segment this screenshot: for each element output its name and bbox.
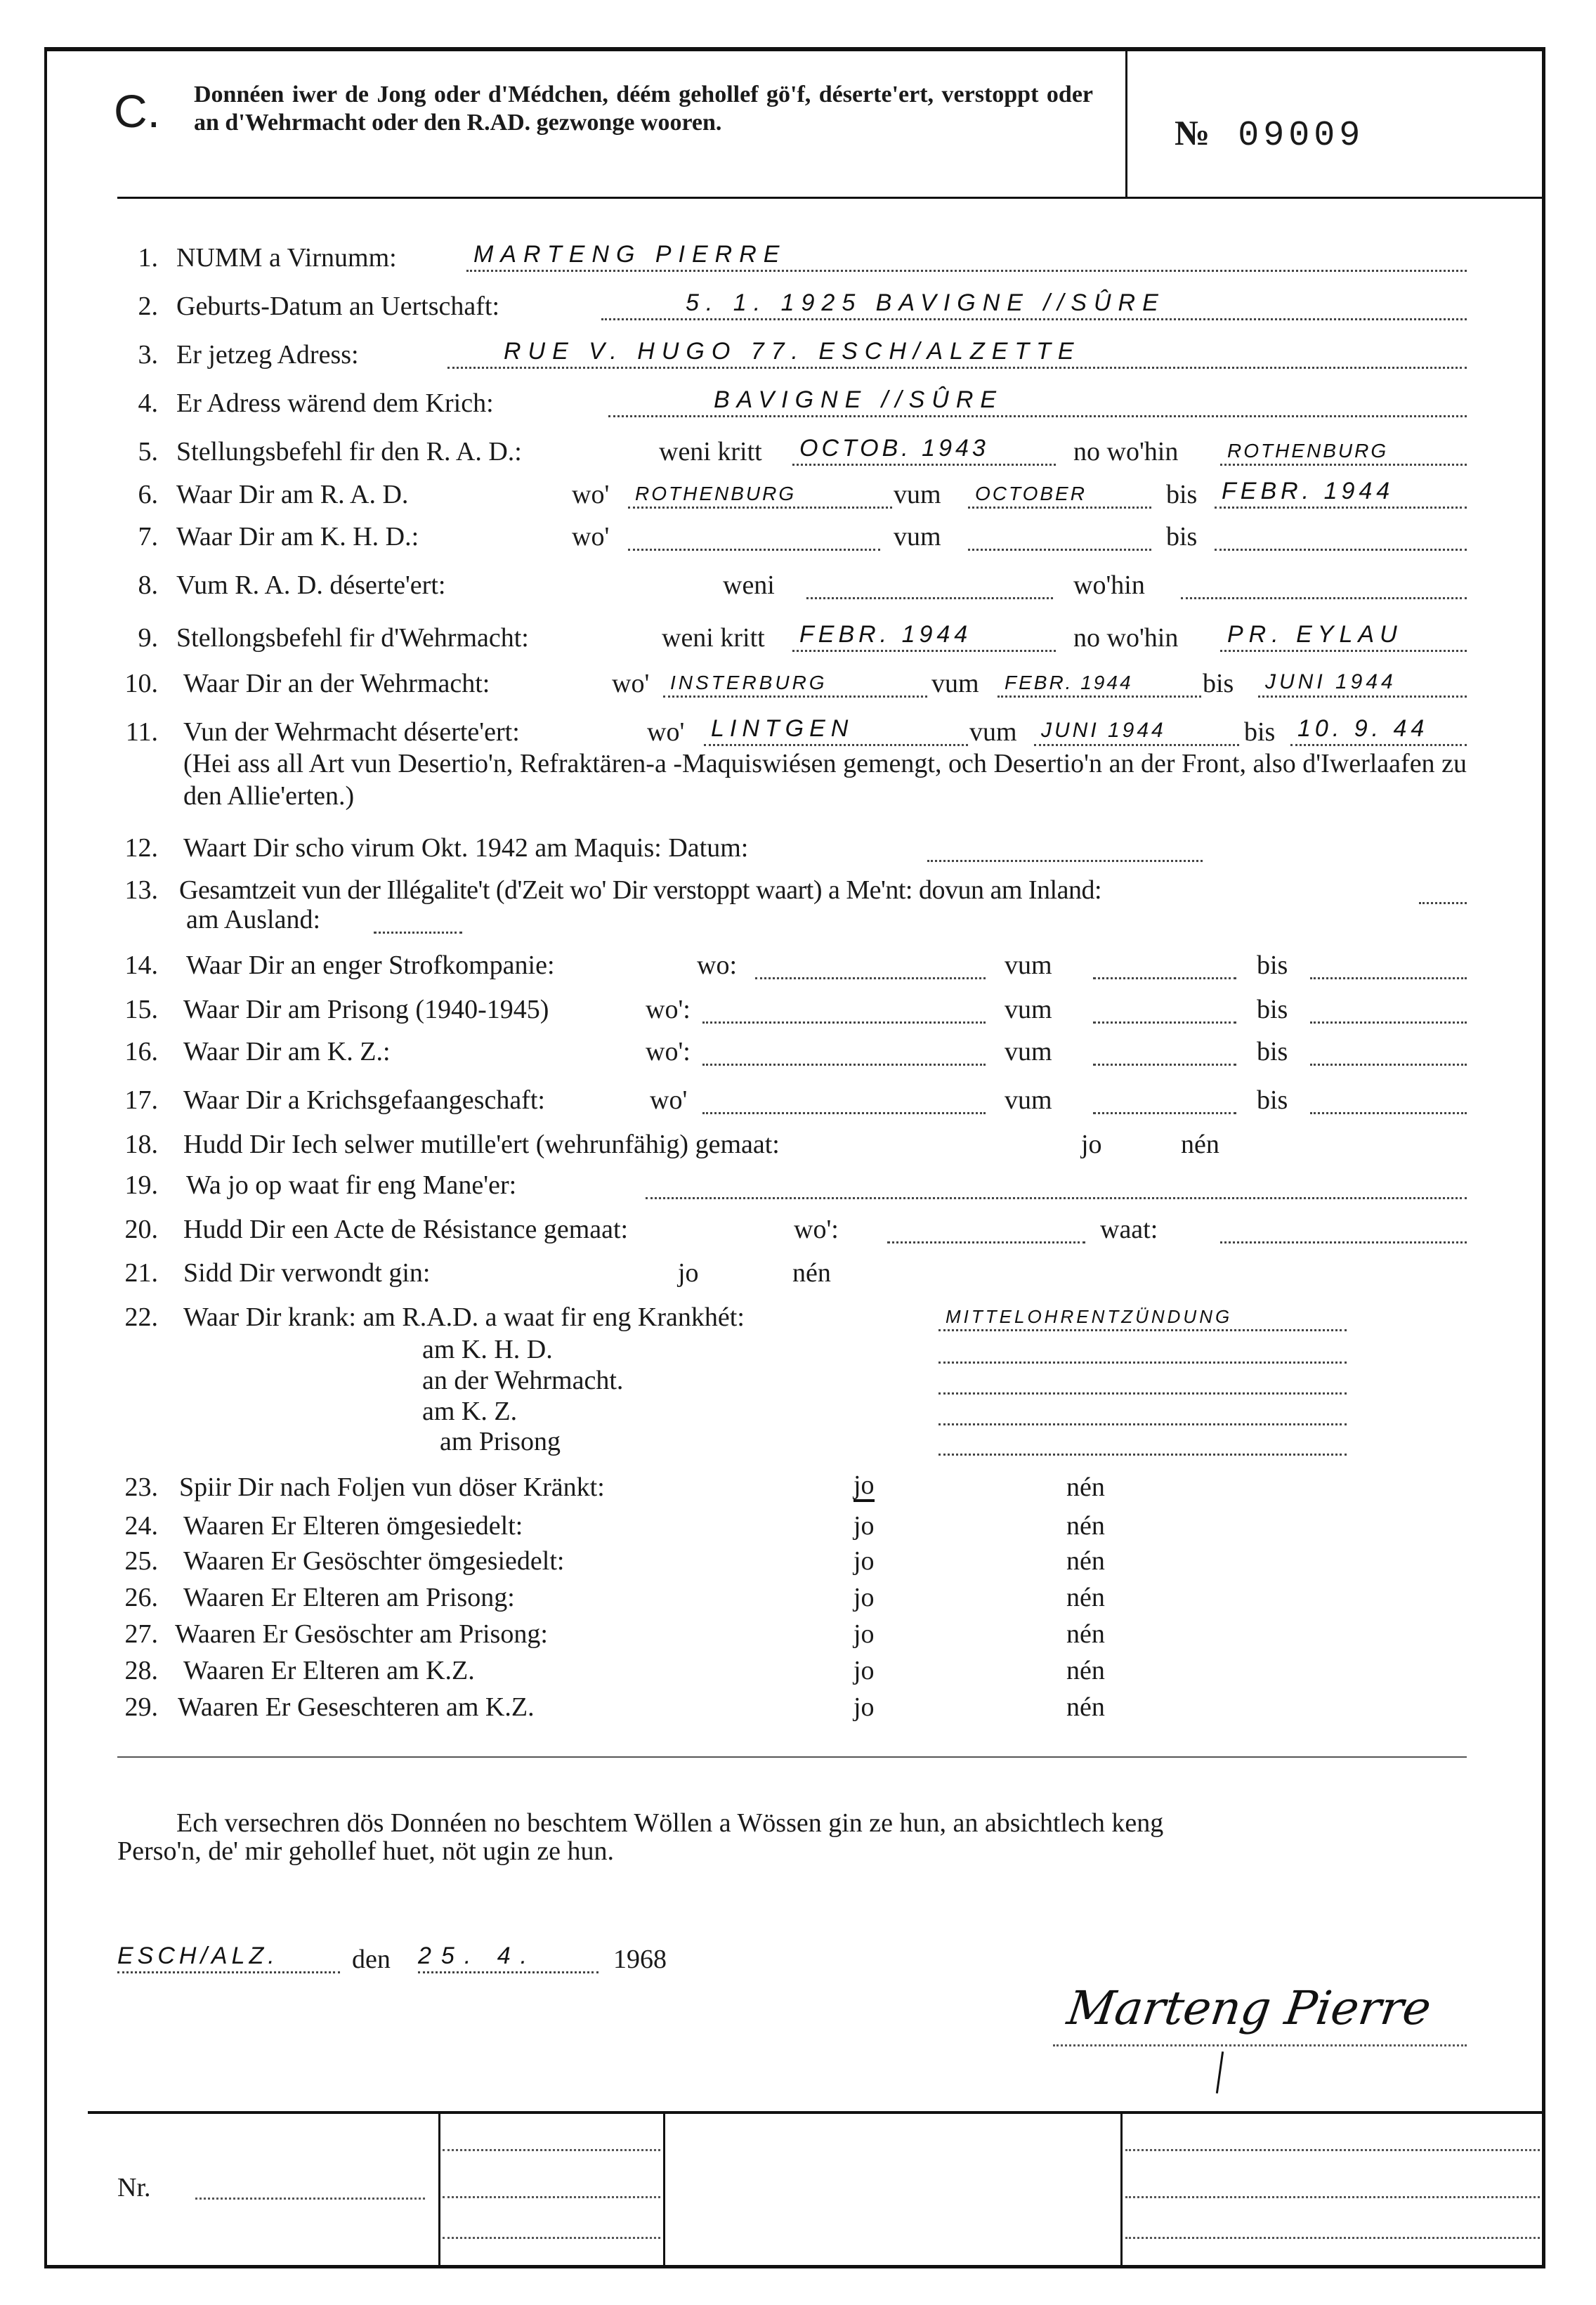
when-field[interactable] bbox=[806, 569, 1053, 599]
nr-field[interactable] bbox=[195, 2198, 425, 2200]
row-label: Waar Dir an enger Strofkompanie: bbox=[186, 951, 555, 980]
row-27 bbox=[0, 1618, 1596, 1650]
form-title: Donnéen iwer de Jong oder d'Médchen, déém gehollef gö'f, déserte'ert, verstoppt oder an d'Wehrmacht oder den R.AD. gezwonge wooren. bbox=[194, 81, 1093, 136]
row-label: Waar Dir am K. Z.: bbox=[183, 1037, 391, 1066]
row-label: Spiir Dir nach Foljen vun döser Kränkt: bbox=[179, 1473, 605, 1502]
footer-col-divider-3 bbox=[1120, 2113, 1123, 2266]
row-13-abroad bbox=[0, 903, 1596, 936]
nr-label: Nr. bbox=[117, 2173, 151, 2202]
row-number: 20. bbox=[124, 1215, 158, 1244]
row-number: 15. bbox=[124, 995, 158, 1024]
row-15 bbox=[0, 993, 1596, 1026]
row-24 bbox=[0, 1510, 1596, 1542]
row-number: 28. bbox=[124, 1656, 158, 1685]
signature-line bbox=[1053, 2044, 1467, 2046]
to-label: bis bbox=[1257, 1085, 1288, 1115]
row-28 bbox=[0, 1654, 1596, 1687]
where-label: wo': bbox=[646, 995, 691, 1024]
form-number bbox=[1175, 112, 1364, 156]
footer-col-divider-2 bbox=[663, 2113, 665, 2266]
row-number: 5. bbox=[138, 437, 158, 466]
address-field[interactable]: RUE V. HUGO 77. ESCH/ALZETTE bbox=[447, 339, 1467, 369]
row-label: Waaren Er Geseschteren am K.Z. bbox=[178, 1692, 535, 1722]
footer-cell-line[interactable] bbox=[1125, 2149, 1540, 2151]
what-label: waat: bbox=[1100, 1215, 1158, 1244]
row-9 bbox=[0, 622, 1596, 654]
no-option[interactable]: nén bbox=[1066, 1692, 1105, 1722]
no-option[interactable]: nén bbox=[1181, 1130, 1219, 1159]
section-separator bbox=[117, 1756, 1467, 1758]
where-field[interactable]: LINTGEN bbox=[704, 716, 968, 746]
what-field[interactable] bbox=[1220, 1213, 1467, 1243]
row-label: Sidd Dir verwondt gin: bbox=[183, 1258, 431, 1288]
when-field[interactable]: FEBR. 1944 bbox=[792, 622, 1056, 652]
to-field[interactable] bbox=[1310, 993, 1467, 1024]
no-option[interactable]: nén bbox=[1066, 1583, 1105, 1612]
no-option[interactable]: nén bbox=[1066, 1511, 1105, 1541]
header-vertical-divider bbox=[1125, 49, 1127, 198]
row-22-prison bbox=[0, 1425, 1596, 1458]
row-number: 22. bbox=[124, 1302, 158, 1332]
to-field[interactable]: JUNI 1944 bbox=[1258, 667, 1467, 698]
yes-option[interactable]: jo bbox=[853, 1583, 875, 1612]
row-label: Waar Dir am K. H. D.: bbox=[176, 522, 419, 551]
yes-option[interactable]: jo bbox=[853, 1546, 875, 1576]
row-number: 17. bbox=[124, 1085, 158, 1115]
section-letter: C. bbox=[114, 85, 160, 137]
when-field[interactable]: OCTOB. 1943 bbox=[792, 436, 1056, 466]
row-number: 23. bbox=[124, 1473, 158, 1502]
row-23 bbox=[0, 1471, 1596, 1503]
frame-top bbox=[44, 47, 1545, 51]
den-label: den bbox=[352, 1945, 391, 1974]
row-label: Waar Dir am R. A. D. bbox=[176, 480, 409, 509]
year-label: 1968 bbox=[613, 1945, 667, 1974]
where-label: wo' bbox=[650, 1085, 688, 1115]
footer-table-top bbox=[88, 2111, 1542, 2114]
footer-col-divider-1 bbox=[438, 2113, 440, 2266]
where-field[interactable] bbox=[702, 993, 986, 1024]
from-field[interactable] bbox=[1093, 1036, 1236, 1066]
row-22-wehrmacht bbox=[0, 1364, 1596, 1397]
where-label: wo: bbox=[697, 951, 737, 980]
row-number: 21. bbox=[124, 1258, 158, 1288]
row-label: Hudd Dir een Acte de Résistance gemaat: bbox=[183, 1215, 629, 1244]
illness-kz-field[interactable] bbox=[938, 1395, 1347, 1425]
where-label: wo' bbox=[572, 480, 610, 509]
row-26 bbox=[0, 1581, 1596, 1614]
to-field[interactable]: 10. 9. 44 bbox=[1290, 716, 1467, 746]
row-16 bbox=[0, 1036, 1596, 1068]
to-field[interactable] bbox=[1215, 521, 1467, 551]
row-label: Stellongsbefehl fir d'Wehrmacht: bbox=[176, 623, 529, 653]
sub-label: am Prisong bbox=[440, 1427, 561, 1456]
row-number: 14. bbox=[124, 951, 158, 980]
row-label: Waar Dir am Prisong (1940-1945) bbox=[183, 995, 549, 1024]
yes-option[interactable]: jo bbox=[853, 1692, 875, 1722]
illness-khd-field[interactable] bbox=[938, 1333, 1347, 1364]
footer-cell-line[interactable] bbox=[443, 2149, 660, 2151]
from-label: vum bbox=[1005, 1037, 1052, 1066]
row-label: Waart Dir scho virum Okt. 1942 am Maquis: Datum: bbox=[183, 833, 749, 863]
from-label: vum bbox=[1005, 1085, 1052, 1115]
where-label: wo': bbox=[794, 1215, 839, 1244]
from-field[interactable] bbox=[1093, 1084, 1236, 1114]
row-25 bbox=[0, 1545, 1596, 1577]
row-6 bbox=[0, 478, 1596, 511]
row-number: 11. bbox=[125, 717, 158, 747]
row-label: Er jetzeg Adress: bbox=[176, 340, 359, 370]
row-number: 6. bbox=[138, 480, 158, 509]
to-label: bis bbox=[1257, 951, 1288, 980]
from-field[interactable]: FEBR. 1944 bbox=[998, 667, 1201, 698]
yes-option[interactable]: jo bbox=[1081, 1130, 1102, 1159]
row-number: 25. bbox=[124, 1546, 158, 1576]
row-label: Waar Dir an der Wehrmacht: bbox=[183, 669, 490, 698]
where-field[interactable] bbox=[755, 949, 986, 979]
to-field[interactable] bbox=[1310, 949, 1467, 979]
sub-label: am K. Z. bbox=[422, 1397, 518, 1426]
number-value: 09009 bbox=[1238, 116, 1365, 156]
where-field[interactable] bbox=[702, 1084, 986, 1114]
row-3 bbox=[0, 339, 1596, 371]
row-label: Stellungsbefehl fir den R. A. D.: bbox=[176, 437, 522, 466]
row-number: 4. bbox=[138, 388, 158, 418]
manner-field[interactable] bbox=[646, 1169, 1467, 1199]
row-label: Wa jo op waat fir eng Mane'er: bbox=[186, 1170, 517, 1200]
where-field[interactable]: ROTHENBURG bbox=[1220, 436, 1467, 466]
inland-field[interactable] bbox=[1419, 874, 1467, 904]
where-field[interactable]: INSTERBURG bbox=[663, 667, 927, 698]
row-label: Geburts-Datum an Uertschaft: bbox=[176, 292, 500, 321]
footer-cell-line[interactable] bbox=[443, 2196, 660, 2198]
row-label: Waaren Er Elteren ömgesiedelt: bbox=[183, 1511, 523, 1541]
row-20 bbox=[0, 1213, 1596, 1246]
sub-label: am K. H. D. bbox=[422, 1335, 553, 1364]
war-address-field[interactable]: BAVIGNE //SÛRE bbox=[608, 387, 1467, 417]
row-21 bbox=[0, 1257, 1596, 1289]
row-label: Waaren Er Gesöschter ömgesiedelt: bbox=[183, 1546, 565, 1576]
row-label: Vum R. A. D. déserte'ert: bbox=[176, 570, 446, 600]
header-divider bbox=[117, 197, 1543, 199]
yes-option[interactable]: jo bbox=[853, 1656, 875, 1685]
sub-label: an der Wehrmacht. bbox=[422, 1366, 624, 1395]
to-field[interactable]: FEBR. 1944 bbox=[1215, 478, 1467, 509]
row-22-khd bbox=[0, 1333, 1596, 1366]
row-1 bbox=[0, 242, 1596, 274]
from-label: vum bbox=[894, 480, 941, 509]
row-19 bbox=[0, 1169, 1596, 1201]
row-number: 10. bbox=[124, 669, 158, 698]
yes-option[interactable]: jo bbox=[853, 1619, 875, 1649]
row-label: Waaren Er Gesöschter am Prisong: bbox=[175, 1619, 548, 1649]
from-label: vum bbox=[1005, 995, 1052, 1024]
number-symbol: № bbox=[1175, 113, 1210, 152]
no-option[interactable]: nén bbox=[1066, 1546, 1105, 1576]
place-date-line bbox=[0, 1943, 1596, 1976]
illness-wehrmacht-field[interactable] bbox=[938, 1364, 1347, 1395]
row-label: Hudd Dir Iech selwer mutille'ert (wehrunfähig) gemaat: bbox=[183, 1130, 780, 1159]
signature-tail bbox=[1216, 2051, 1224, 2094]
row-number: 19. bbox=[124, 1170, 158, 1200]
to-label: bis bbox=[1166, 522, 1198, 551]
row-label: Er Adress wärend dem Krich: bbox=[176, 388, 494, 418]
declaration-line-2: Perso'n, de' mir gehollef huet, nöt ugin ze hun. bbox=[117, 1836, 615, 1866]
row-number: 26. bbox=[124, 1583, 158, 1612]
illness-prison-field[interactable] bbox=[938, 1425, 1347, 1456]
place-field[interactable]: ESCH/ALZ. bbox=[117, 1943, 340, 1973]
date-field[interactable]: 25. 4. bbox=[418, 1943, 598, 1973]
row-number: 12. bbox=[124, 833, 158, 863]
row-11 bbox=[0, 716, 1596, 748]
row-12 bbox=[0, 832, 1596, 864]
yes-option[interactable]: jo bbox=[678, 1258, 699, 1288]
where-field[interactable] bbox=[887, 1213, 1085, 1243]
maquis-date-field[interactable] bbox=[927, 832, 1203, 862]
row-2 bbox=[0, 290, 1596, 322]
row-13 bbox=[0, 874, 1596, 906]
desertion-note: (Hei ass all Art vun Desertio'n, Refraktären-a -Maquiswiésen gemengt, och Desertio'n an der Front, also d'Iwerlaafen zu den Allie'erten.) bbox=[183, 749, 1467, 811]
footer-cell-line[interactable] bbox=[1125, 2237, 1540, 2239]
from-field[interactable]: OCTOBER bbox=[968, 478, 1151, 509]
row-22 bbox=[0, 1301, 1596, 1333]
from-label: vum bbox=[931, 669, 979, 698]
to-label: bis bbox=[1203, 669, 1234, 698]
row-number: 18. bbox=[124, 1130, 158, 1159]
abroad-field[interactable] bbox=[374, 903, 462, 934]
where-label: wo' bbox=[647, 717, 685, 747]
row-label: Waaren Er Elteren am Prisong: bbox=[183, 1583, 515, 1612]
row-number: 13. bbox=[124, 875, 158, 905]
row-number: 9. bbox=[138, 623, 158, 653]
row-18 bbox=[0, 1128, 1596, 1161]
to-field[interactable] bbox=[1310, 1036, 1467, 1066]
row-number: 7. bbox=[138, 522, 158, 551]
to-label: bis bbox=[1257, 995, 1288, 1024]
where-label: no wo'hin bbox=[1073, 437, 1179, 466]
to-label: bis bbox=[1257, 1037, 1288, 1066]
no-option[interactable]: nén bbox=[792, 1258, 831, 1288]
from-field[interactable]: JUNI 1944 bbox=[1034, 716, 1239, 746]
row-17 bbox=[0, 1084, 1596, 1116]
where-field[interactable]: PR. EYLAU bbox=[1220, 622, 1467, 652]
when-label: weni bbox=[723, 570, 775, 600]
where-field[interactable]: ROTHENBURG bbox=[628, 478, 892, 509]
frame-bottom bbox=[44, 2265, 1545, 2268]
row-5 bbox=[0, 436, 1596, 468]
row-29 bbox=[0, 1691, 1596, 1723]
where-field[interactable] bbox=[628, 521, 880, 551]
row-number: 1. bbox=[138, 243, 158, 273]
where-label: wo': bbox=[646, 1037, 691, 1066]
row-8 bbox=[0, 569, 1596, 601]
row-22-kz bbox=[0, 1395, 1596, 1428]
no-option[interactable]: nén bbox=[1066, 1656, 1105, 1685]
where-field[interactable] bbox=[702, 1036, 986, 1066]
name-field[interactable]: MARTENG PIERRE bbox=[466, 242, 1467, 272]
from-label: vum bbox=[1005, 951, 1052, 980]
from-label: vum bbox=[969, 717, 1017, 747]
to-label: bis bbox=[1244, 717, 1276, 747]
declaration-line-1: Ech versechren dös Donnéen no beschtem Wöllen a Wössen gin ze hun, an absichtlech keng bbox=[176, 1808, 1164, 1838]
row-number: 29. bbox=[124, 1692, 158, 1722]
where-label: wo'hin bbox=[1073, 570, 1145, 600]
birth-field[interactable]: 5. 1. 1925 BAVIGNE //SÛRE bbox=[601, 290, 1467, 320]
row-number: 2. bbox=[138, 292, 158, 321]
signature: Marteng Pierre bbox=[1064, 1981, 1434, 2035]
row-number: 16. bbox=[124, 1037, 158, 1066]
footer-cell-line[interactable] bbox=[443, 2237, 660, 2239]
yes-option[interactable]: jo bbox=[853, 1511, 875, 1541]
row-number: 27. bbox=[124, 1619, 158, 1649]
from-field[interactable] bbox=[968, 521, 1151, 551]
row-7 bbox=[0, 521, 1596, 553]
row-label: Waar Dir a Krichsgefaangeschaft: bbox=[183, 1085, 545, 1115]
to-field[interactable] bbox=[1310, 1084, 1467, 1114]
row-number: 24. bbox=[124, 1511, 158, 1541]
where-label: wo' bbox=[572, 522, 610, 551]
row-label: Waar Dir krank: am R.A.D. a waat fir eng Krankhét: bbox=[183, 1302, 745, 1332]
row-label: NUMM a Virnumm: bbox=[176, 243, 397, 273]
when-label: weni kritt bbox=[662, 623, 765, 653]
where-label: wo' bbox=[612, 669, 650, 698]
row-14 bbox=[0, 949, 1596, 981]
row-number: 3. bbox=[138, 340, 158, 370]
row-label: Vun der Wehrmacht déserte'ert: bbox=[183, 717, 520, 747]
when-label: weni kritt bbox=[659, 437, 762, 466]
from-label: vum bbox=[894, 522, 941, 551]
no-option[interactable]: nén bbox=[1066, 1473, 1105, 1502]
row-label: am Ausland: bbox=[186, 905, 321, 934]
no-option[interactable]: nén bbox=[1066, 1619, 1105, 1649]
yes-option-selected[interactable]: jo bbox=[853, 1471, 875, 1502]
row-number: 8. bbox=[138, 570, 158, 600]
from-field[interactable] bbox=[1093, 993, 1236, 1024]
illness-rad-field[interactable]: MITTELOHRENTZÜNDUNG bbox=[938, 1301, 1347, 1331]
row-10 bbox=[0, 667, 1596, 700]
to-label: bis bbox=[1166, 480, 1198, 509]
row-label: Waaren Er Elteren am K.Z. bbox=[183, 1656, 475, 1685]
where-label: no wo'hin bbox=[1073, 623, 1179, 653]
from-field[interactable] bbox=[1093, 949, 1236, 979]
row-label: Gesamtzeit vun der Illégalite't (d'Zeit wo' Dir verstoppt waart) a Me'nt: dovun am Inland: bbox=[179, 875, 1102, 905]
row-4 bbox=[0, 387, 1596, 419]
where-field[interactable] bbox=[1181, 569, 1467, 599]
footer-cell-line[interactable] bbox=[1125, 2196, 1540, 2198]
